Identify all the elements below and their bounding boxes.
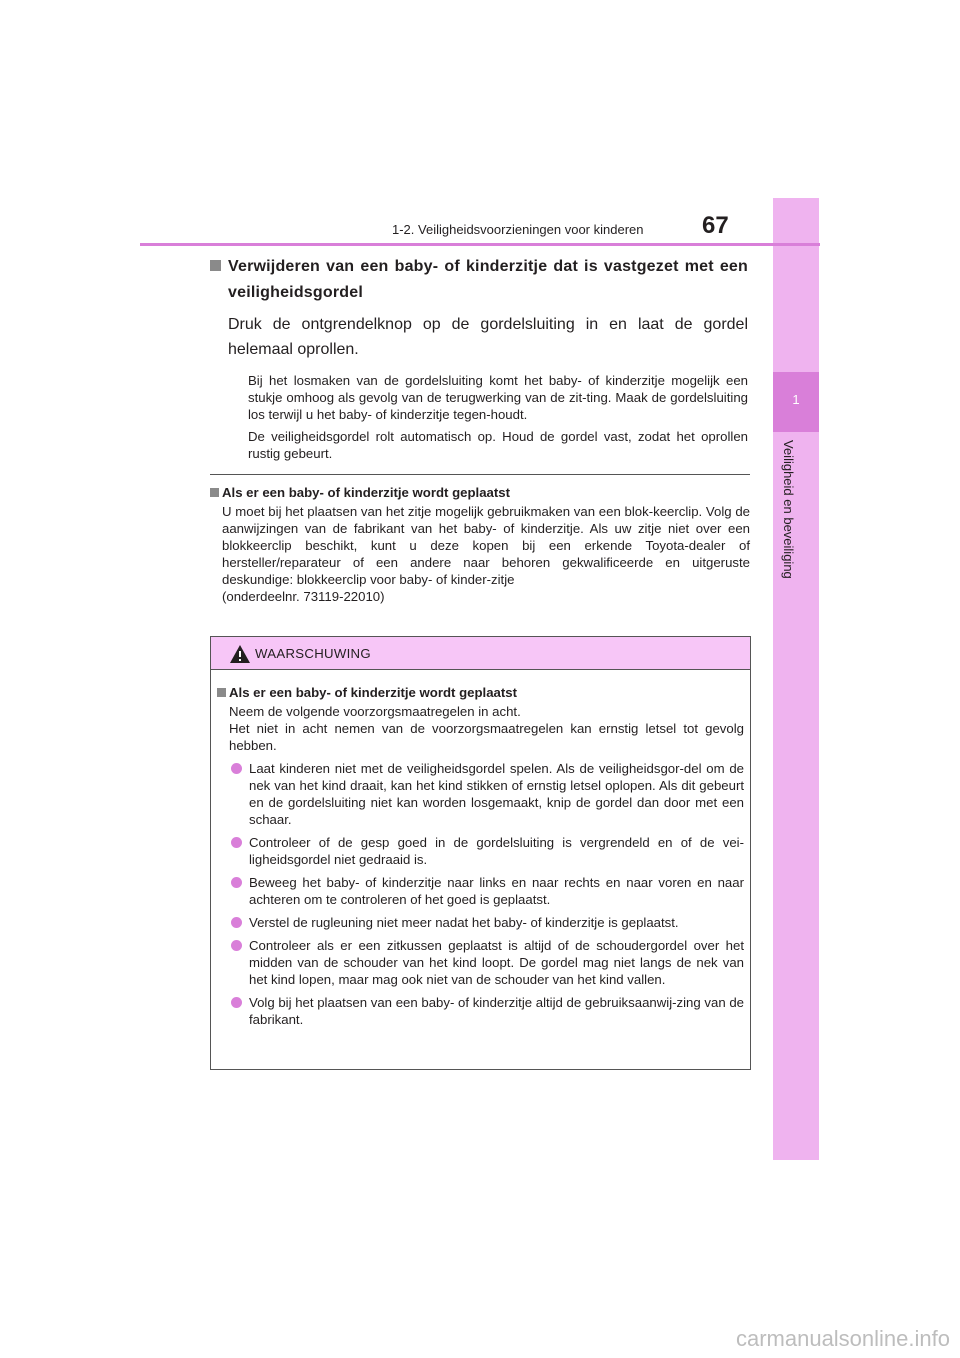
- bullet-dot-icon: [231, 940, 242, 951]
- list-item-text: Beweeg het baby- of kinderzitje naar links en naar rechts en naar voren en naar achteren om te controleren of het goed is geplaatst.: [249, 875, 744, 907]
- section-heading-text: Verwijderen van een baby- of kinderzitje dat is vastgezet met een veiligheidsgordel: [228, 258, 748, 301]
- list-item: [231, 914, 744, 931]
- chapter-title-vertical: [771, 440, 821, 600]
- page-number: 67: [702, 212, 729, 239]
- square-bullet-icon: [210, 260, 221, 271]
- section-remove-seat: [210, 254, 748, 462]
- warning-box: [210, 636, 751, 1070]
- warning-intro-consequence: Het niet in acht nemen van de voorzorgsmaatregelen kan ernstig letsel tot gevolg hebben.: [229, 721, 744, 753]
- bullet-dot-icon: [231, 877, 242, 888]
- list-item-text: Controleer als er een zitkussen geplaatst is altijd of de schoudergordel over het midden van de schouder van het kind loopt. De gordel mag niet langs de nek van het kind lopen, maar mag ook niet van de schouder van het kind vallen.: [249, 938, 744, 987]
- list-item-text: Laat kinderen niet met de veiligheidsgordel spelen. Als de veiligheidsgor-del om de nek van het kind draait, kan het kind stikken of ernstig letsel oplopen. Als dit gebeurt en de gordelsluiting niet kan worden losgemaakt, knip de gordel dan door met een schaar.: [249, 761, 744, 827]
- bullet-dot-icon: [231, 917, 242, 928]
- warning-title: WAARSCHUWING: [255, 646, 371, 661]
- list-item: [231, 834, 744, 868]
- section-install-seat: [210, 484, 750, 605]
- header-section-title: 1-2. Veiligheidsvoorzieningen voor kinderen: [392, 222, 644, 237]
- bullet-dot-icon: [231, 763, 242, 774]
- bullet-dot-icon: [231, 997, 242, 1008]
- divider: [210, 474, 750, 475]
- chapter-title: Veiligheid en beveiliging: [781, 440, 796, 579]
- header-rule: [140, 243, 820, 246]
- list-item: [231, 994, 744, 1028]
- chapter-number: 1: [792, 392, 800, 407]
- list-item-text: Volg bij het plaatsen van een baby- of kinderzitje altijd de gebruiksaanwij-zing van de fabrikant.: [249, 995, 744, 1027]
- subsection-heading-text: Als er een baby- of kinderzitje wordt geplaatst: [222, 485, 510, 500]
- subsection-heading: [210, 484, 750, 501]
- warning-header: [211, 637, 750, 670]
- note-text: De veiligheidsgordel rolt automatisch op. Houd de gordel vast, zodat het oprollen rustig gebeurt.: [248, 429, 748, 461]
- watermark: carmanualsonline.info: [735, 1326, 950, 1351]
- warning-heading-text: Als er een baby- of kinderzitje wordt geplaatst: [229, 685, 517, 700]
- warning-triangle-icon: [229, 644, 251, 664]
- warning-body: [211, 670, 750, 1028]
- list-item-text: Controleer of de gesp goed in de gordelsluiting is vergrendeld en of de vei-ligheidsgordel niet gedraaid is.: [249, 835, 744, 867]
- list-item: [231, 760, 744, 828]
- part-number-text: (onderdeelnr. 73119-22010): [222, 589, 385, 604]
- square-bullet-icon: [210, 488, 219, 497]
- warning-heading: [217, 684, 744, 701]
- bullet-dot-icon: [231, 837, 242, 848]
- side-tab: [773, 198, 819, 1160]
- list-item: [231, 937, 744, 988]
- square-bullet-icon: [217, 688, 226, 697]
- note-text: Bij het losmaken van de gordelsluiting komt het baby- of kinderzitje mogelijk een stukje omhoog als gevolg van de terugwerking van de zit-ting. Maak de gordelsluiting los terwijl u het baby- of kinderzitje tegen-houdt.: [248, 373, 748, 422]
- warning-list: [231, 760, 744, 1028]
- list-item-text: Verstel de rugleuning niet meer nadat het baby- of kinderzitje is geplaatst.: [249, 915, 679, 930]
- list-item: [231, 874, 744, 908]
- section-heading: [210, 254, 748, 306]
- body-text: U moet bij het plaatsen van het zitje mogelijk gebruikmaken van een blok-keerclip. Volg de aanwijzingen van de fabrikant van het baby- of kinderzitje. Als uw zitje niet over een blokkeerclip beschikt, kunt u deze kopen bij een erkende Toyota-dealer of hersteller/reparateur of een andere naar behoren gekwalificeerde en uitgeruste deskundige: blokkeerclip voor baby- of kinder-zitje: [222, 504, 750, 587]
- warning-intro: Neem de volgende voorzorgsmaatregelen in acht.: [229, 704, 521, 719]
- instruction-text: Druk de ontgrendelknop op de gordelsluiting in en laat de gordel helemaal oprollen.: [228, 316, 748, 358]
